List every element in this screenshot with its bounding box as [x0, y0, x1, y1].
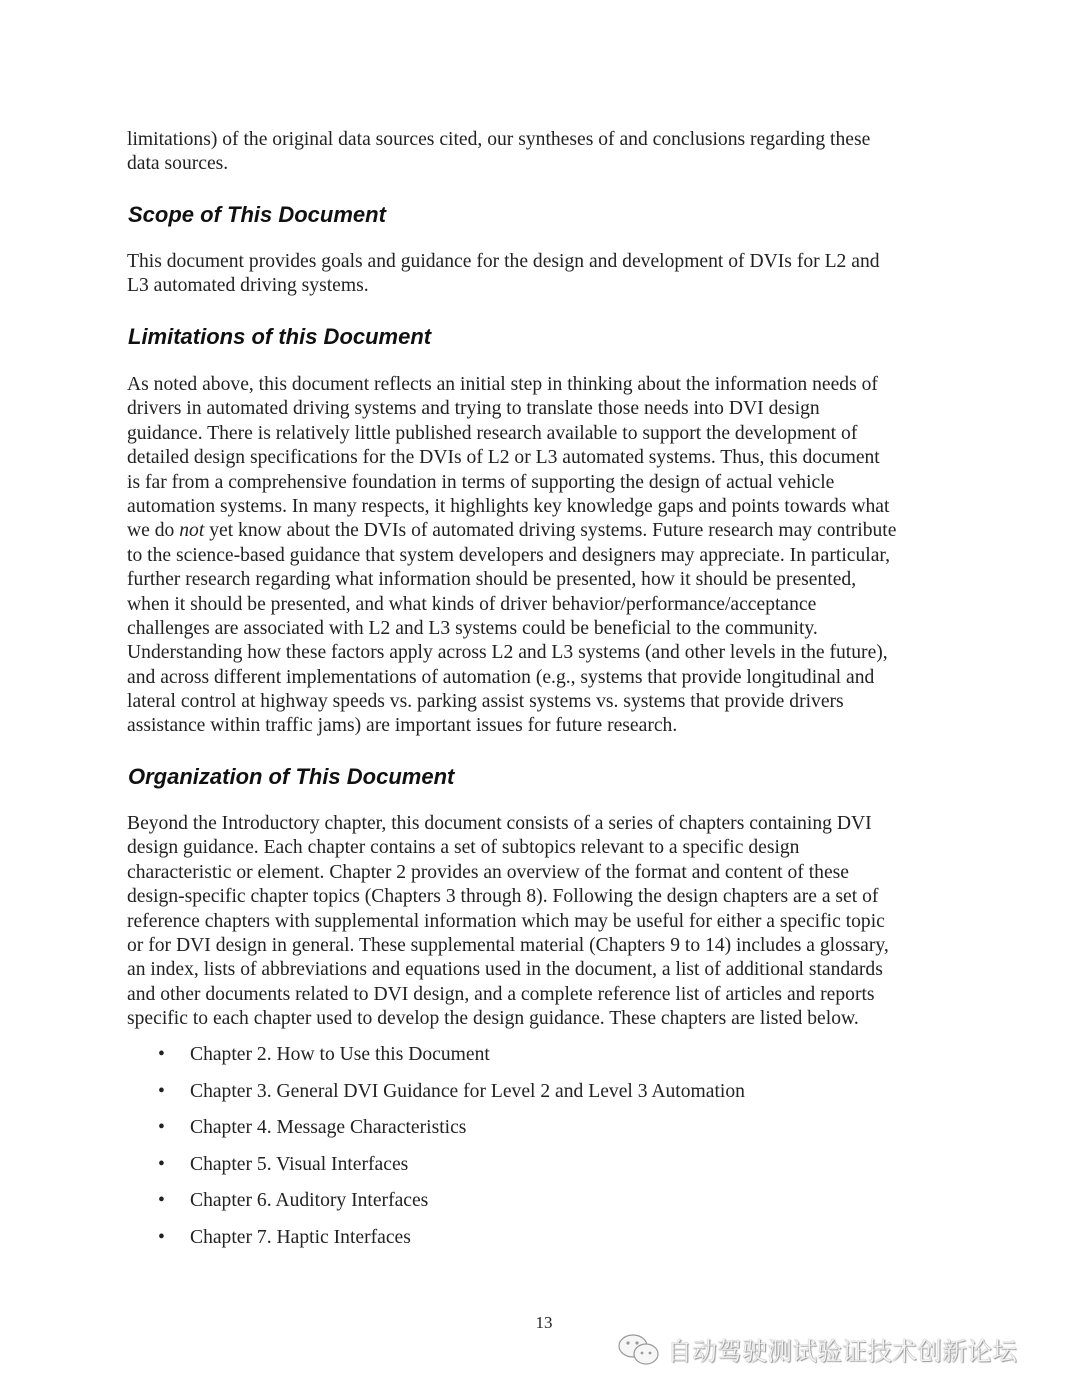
text-line: guidance. There is relatively little published research available to support the development of [127, 422, 858, 444]
watermark [617, 1332, 1017, 1368]
text-line: challenges are associated with L2 and L3 systems could be beneficial to the community. [127, 617, 818, 639]
scope-paragraph [127, 250, 880, 299]
limitations-paragraph [127, 373, 896, 739]
text-line: detailed design specifications for the DVIs of L2 or L3 automated systems. Thus, this document [127, 447, 880, 469]
text-line: to the science-based guidance that system developers and designers may appreciate. In particular, [127, 544, 891, 566]
list-item [158, 1080, 745, 1117]
emphasis-text: not [179, 520, 205, 542]
chapter-label: Chapter 3. General DVI Guidance for Level 2 and Level 3 Automation [190, 1080, 745, 1102]
chapter-label: Chapter 5. Visual Interfaces [190, 1153, 409, 1175]
chapter-list [158, 1043, 745, 1262]
watermark-text: 自动驾驶测试验证技术创新论坛 [667, 1337, 1018, 1366]
text-line: As noted above, this document reflects an initial step in thinking about the information needs of [127, 374, 878, 395]
text-line: further research regarding what information should be presented, how it should be presented, [127, 569, 857, 591]
text-line: or for DVI design in general. These supplemental material (Chapters 9 to 14) includes a glossary, [127, 934, 889, 956]
intro-paragraph [127, 128, 870, 177]
text-line: design-specific chapter topics (Chapters 3 through 8). Following the design chapters are a set of [127, 886, 879, 908]
text-line: automation systems. In many respects, it highlights key knowledge gaps and points towards what [127, 495, 890, 517]
chapter-label: Chapter 4. Message Characteristics [190, 1117, 467, 1138]
text-line: specific to each chapter used to develop the design guidance. These chapters are listed below. [127, 1008, 859, 1030]
text-line: is far from a comprehensive foundation in terms of supporting the design of actual vehicle [127, 471, 835, 493]
text-segment: we do [127, 520, 180, 542]
heading-scope: Scope of This Document [128, 202, 386, 227]
chapter-label: Chapter 7. Haptic Interfaces [190, 1226, 411, 1248]
text-line: and across different implementations of automation (e.g., systems that provide longitudinal and [127, 666, 875, 688]
list-item [158, 1043, 745, 1080]
wechat-icon [617, 1333, 661, 1367]
heading-limitations: Limitations of this Document [128, 324, 432, 349]
bullet-icon: • [158, 1190, 165, 1211]
text-line: drivers in automated driving systems and trying to translate those needs into DVI design [127, 398, 820, 420]
heading-organization: Organization of This Document [128, 764, 455, 789]
text-line: assistance within traffic jams) are important issues for future research. [127, 715, 678, 737]
text-line: an index, lists of abbreviations and equations used in the document, a list of additional standards [127, 959, 883, 981]
list-item [158, 1116, 745, 1153]
text-line: limitations) of the original data sources cited, our syntheses of and conclusions regarding these [127, 129, 871, 150]
chapter-label: Chapter 2. How to Use this Document [190, 1044, 490, 1065]
text-line: L3 automated driving systems. [127, 275, 369, 297]
text-segment: yet know about the DVIs of automated driving systems. Future research may contribute [204, 520, 897, 542]
page-number: 13 [535, 1313, 553, 1332]
list-item [158, 1153, 745, 1190]
chapter-label: Chapter 6. Auditory Interfaces [190, 1190, 429, 1211]
text-line: Beyond the Introductory chapter, this document consists of a series of chapters containing DVI [127, 813, 872, 834]
bullet-icon: • [158, 1117, 165, 1138]
text-line: This document provides goals and guidance for the design and development of DVIs for L2 and [127, 251, 880, 272]
bullet-icon: • [158, 1226, 165, 1248]
text-line: Understanding how these factors apply across L2 and L3 systems (and other levels in the future), [127, 642, 888, 664]
list-item [158, 1189, 745, 1226]
list-item [158, 1226, 745, 1263]
bullet-icon: • [158, 1044, 165, 1065]
text-line: data sources. [127, 153, 229, 175]
organization-paragraph [127, 812, 889, 1032]
text-line: design guidance. Each chapter contains a set of subtopics relevant to a specific design [127, 837, 800, 859]
text-line: when it should be presented, and what kinds of driver behavior/performance/acceptance [127, 593, 817, 615]
text-line: reference chapters with supplemental information which may be useful for either a specific topic [127, 910, 885, 932]
text-line: lateral control at highway speeds vs. parking assist systems vs. systems that provide drivers [127, 691, 844, 713]
bullet-icon: • [158, 1153, 165, 1175]
text-line: characteristic or element. Chapter 2 provides an overview of the format and content of these [127, 861, 849, 883]
bullet-icon: • [158, 1080, 165, 1102]
text-line [127, 519, 896, 543]
text-line: and other documents related to DVI design, and a complete reference list of articles and reports [127, 983, 875, 1005]
